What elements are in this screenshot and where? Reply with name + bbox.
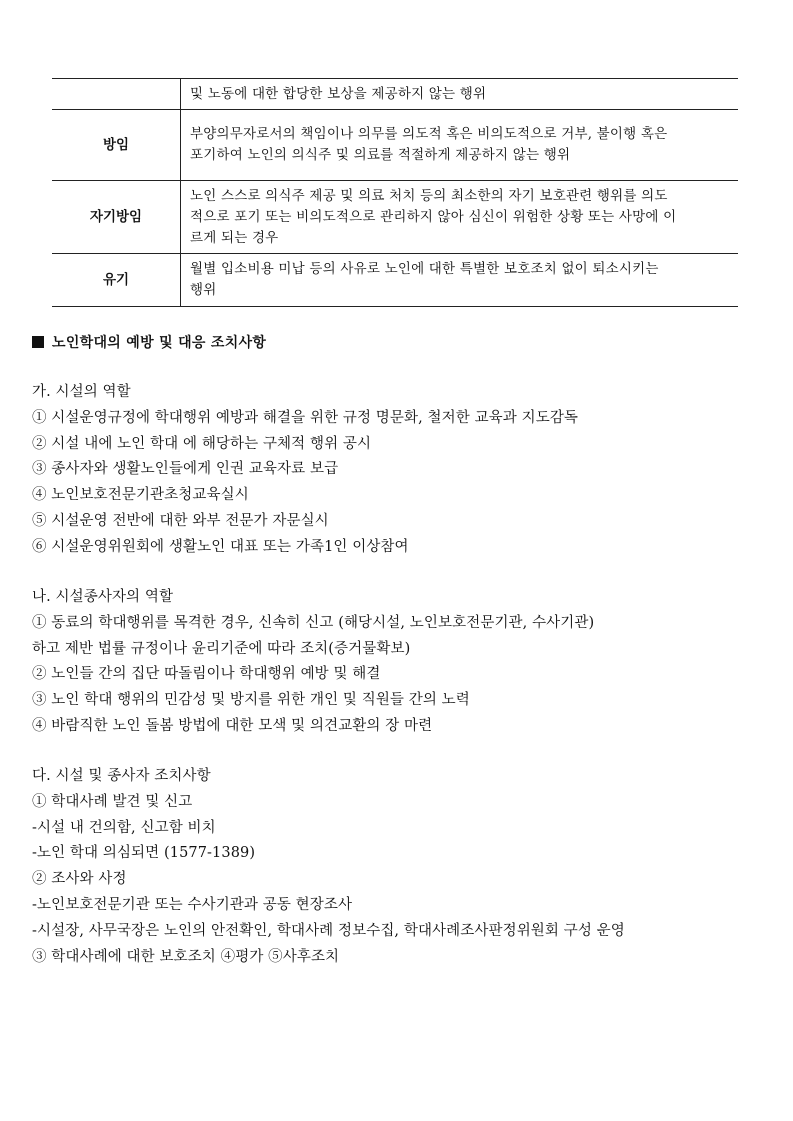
table-row bbox=[52, 79, 738, 110]
list-item: -시설장, 사무국장은 노인의 안전확인, 학대사례 정보수집, 학대사례조사판정위원회 구성 운영 bbox=[32, 922, 625, 939]
description-line: 르게 되는 경우 bbox=[190, 229, 279, 246]
description-line: 노인 스스로 의식주 제공 및 의료 처치 등의 최소한의 자기 보호관련 행위를 의도 bbox=[190, 187, 668, 204]
section-title-text: 노인학대의 예방 및 대응 조치사항 bbox=[52, 335, 267, 351]
list-item: ③ 종사자와 생활노인들에게 인권 교육자료 보급 bbox=[32, 461, 339, 478]
description-line: 적으로 포기 또는 비의도적으로 관리하지 않아 심신이 위험한 상황 또는 사망에 이 bbox=[190, 208, 677, 225]
description-cell bbox=[181, 79, 739, 110]
abuse-type-table bbox=[52, 78, 738, 307]
description-cell bbox=[181, 254, 739, 307]
list-item: ① 시설운영규정에 학대행위 예방과 해결을 위한 규정 명문화, 철저한 교육과 지도감독 bbox=[32, 409, 579, 426]
section-title bbox=[32, 332, 266, 352]
list-item: ① 학대사례 발견 및 신고 bbox=[32, 793, 193, 810]
list-item: 하고 제반 법률 규정이나 윤리기준에 따라 조치(증거물확보) bbox=[32, 640, 411, 657]
facility-role-section bbox=[32, 380, 578, 561]
list-item: ② 시설 내에 노인 학대 에 해당하는 구체적 행위 공시 bbox=[32, 435, 372, 452]
description-line: 부양의무자로서의 책임이나 의무를 의도적 혹은 비의도적으로 거부, 불이행 혹은 bbox=[190, 126, 668, 142]
term-cell: 방임 bbox=[52, 110, 181, 181]
list-item: ③ 노인 학대 행위의 민감성 및 방지를 위한 개인 및 직원들 간의 노력 bbox=[32, 692, 470, 709]
list-item: -시설 내 건의함, 신고함 비치 bbox=[32, 819, 216, 836]
table-row bbox=[52, 254, 738, 307]
description-line: 월별 입소비용 미납 등의 사유로 노인에 대한 특별한 보호조치 없이 퇴소시키는 bbox=[190, 261, 659, 277]
description-line: 행위 bbox=[190, 282, 217, 298]
subsection-heading: 다. 시설 및 종사자 조치사항 bbox=[32, 768, 211, 784]
list-item: ④ 노인보호전문기관초청교육실시 bbox=[32, 487, 249, 504]
term-cell: 유기 bbox=[52, 254, 181, 307]
list-item: -노인보호전문기관 또는 수사기관과 공동 현장조사 bbox=[32, 896, 353, 913]
list-item: ④ 바람직한 노인 돌봄 방법에 대한 모색 및 의견교환의 장 마련 bbox=[32, 717, 433, 734]
subsection-heading: 나. 시설종사자의 역할 bbox=[32, 589, 174, 605]
description-line: 포기하여 노인의 의식주 및 의료를 적절하게 제공하지 않는 행위 bbox=[190, 147, 571, 163]
black-square-icon bbox=[32, 336, 44, 348]
list-item: -노인 학대 의심되면 (1577-1389) bbox=[32, 845, 256, 862]
list-item: ① 동료의 학대행위를 목격한 경우, 신속히 신고 (해당시설, 노인보호전문기관, 수사기관) bbox=[32, 614, 595, 631]
list-item: ③ 학대사례에 대한 보호조치 ④평가 ⑤사후조치 bbox=[32, 948, 340, 965]
table-row bbox=[52, 110, 738, 181]
table-row bbox=[52, 181, 738, 254]
description-line: 및 노동에 대한 합당한 보상을 제공하지 않는 행위 bbox=[190, 85, 487, 102]
term-cell bbox=[52, 79, 181, 110]
subsection-heading: 가. 시설의 역할 bbox=[32, 384, 131, 400]
list-item: ⑥ 시설운영위원회에 생활노인 대표 또는 가족1인 이상참여 bbox=[32, 538, 409, 555]
list-item: ② 조사와 사정 bbox=[32, 871, 127, 888]
staff-role-section bbox=[32, 585, 594, 740]
description-cell bbox=[181, 181, 739, 254]
list-item: ⑤ 시설운영 전반에 대한 와부 전문가 자문실시 bbox=[32, 512, 329, 529]
response-measures-section bbox=[32, 764, 625, 970]
term-cell: 자기방임 bbox=[52, 181, 181, 254]
list-item: ② 노인들 간의 집단 따돌림이나 학대행위 예방 및 해결 bbox=[32, 666, 381, 683]
description-cell bbox=[181, 110, 739, 181]
